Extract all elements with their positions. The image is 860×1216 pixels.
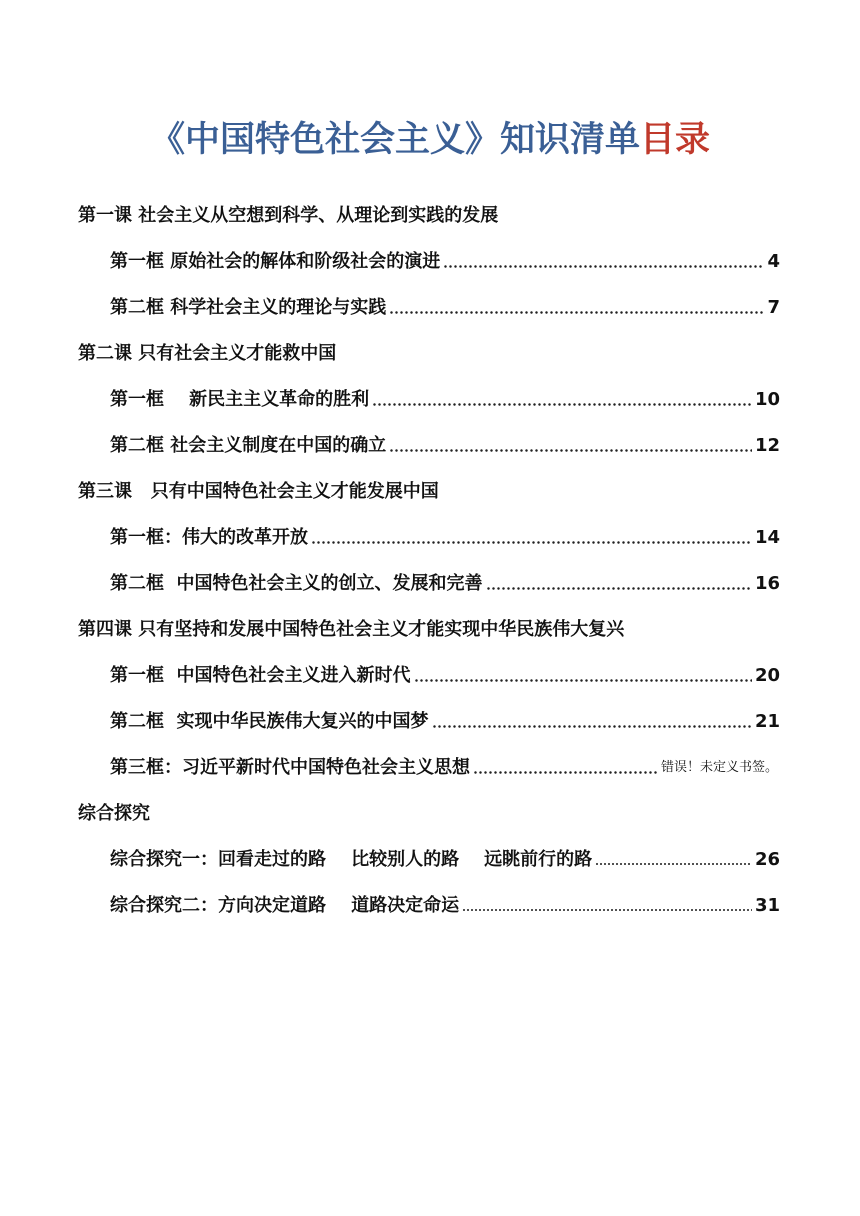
toc-lesson-4[interactable]: 第四课 只有坚持和发展中国特色社会主义才能实现中华民族伟大复兴 <box>78 619 625 640</box>
toc-entry-label: 第三框：习近平新时代中国特色社会主义思想 <box>110 757 470 778</box>
toc-entry-5-2[interactable] <box>110 894 780 918</box>
dot-leader <box>372 401 752 407</box>
document-title-main: 《中国特色社会主义》知识清单 <box>149 120 640 160</box>
toc-page-number: 21 <box>754 711 780 732</box>
toc-entry-label: 第二框 中国特色社会主义的创立、发展和完善 <box>110 573 483 594</box>
toc-entry-label: 第二框 科学社会主义的理论与实践 <box>110 297 387 318</box>
toc-page-error-text: 错误！未定义书签。 <box>660 760 778 775</box>
toc-entry-label: 第一框 新民主主义革命的胜利 <box>110 389 370 410</box>
toc-entry-label: 第二框 社会主义制度在中国的确立 <box>110 435 387 456</box>
toc-entry-label: 第一框：伟大的改革开放 <box>110 527 308 548</box>
toc-page-number: 7 <box>767 297 780 318</box>
toc-entry-4-1[interactable] <box>110 664 780 688</box>
dot-leader <box>414 677 752 683</box>
toc-page-number: 10 <box>754 389 780 410</box>
dot-leader <box>462 907 752 913</box>
toc-page-number: 26 <box>754 849 780 870</box>
toc-page-number: 4 <box>767 251 780 272</box>
toc-entry-label: 第一框 原始社会的解体和阶级社会的演进 <box>110 251 441 272</box>
toc-entry-2-1[interactable] <box>110 388 780 412</box>
toc-entry-1-1[interactable] <box>110 250 780 274</box>
dot-leader <box>595 861 752 867</box>
dot-leader <box>486 585 752 591</box>
dot-leader <box>389 309 764 315</box>
toc-entry-4-3[interactable] <box>110 756 778 780</box>
toc-lesson-5[interactable]: 综合探究 <box>78 803 150 824</box>
toc-entry-4-2[interactable] <box>110 710 780 734</box>
toc-entry-1-2[interactable] <box>110 296 780 320</box>
toc-entry-5-1[interactable] <box>110 848 780 872</box>
dot-leader <box>473 769 658 775</box>
toc-entry-3-2[interactable] <box>110 572 780 596</box>
dot-leader <box>311 539 752 545</box>
toc-page-number: 14 <box>754 527 780 548</box>
toc-entry-2-2[interactable] <box>110 434 780 458</box>
toc-entry-3-1[interactable] <box>110 526 780 550</box>
dot-leader <box>443 263 764 269</box>
toc-entry-label: 第一框 中国特色社会主义进入新时代 <box>110 665 411 686</box>
dot-leader <box>432 723 752 729</box>
document-title-accent: 目录 <box>640 120 711 160</box>
toc-page-number: 31 <box>754 895 780 916</box>
toc-entry-label: 综合探究二：方向决定道路 道路决定命运 <box>110 895 460 916</box>
toc-lesson-3[interactable]: 第三课 只有中国特色社会主义才能发展中国 <box>78 481 439 502</box>
toc-lesson-1[interactable]: 第一课 社会主义从空想到科学、从理论到实践的发展 <box>78 205 499 226</box>
toc-page-number: 12 <box>754 435 780 456</box>
toc-lesson-2[interactable]: 第二课 只有社会主义才能救中国 <box>78 343 337 364</box>
toc-page-number: 16 <box>754 573 780 594</box>
toc-entry-label: 综合探究一：回看走过的路 比较别人的路 远眺前行的路 <box>110 849 593 870</box>
dot-leader <box>389 447 752 453</box>
toc-entry-label: 第二框 实现中华民族伟大复兴的中国梦 <box>110 711 429 732</box>
toc-page-number: 20 <box>754 665 780 686</box>
document-title <box>0 116 860 164</box>
